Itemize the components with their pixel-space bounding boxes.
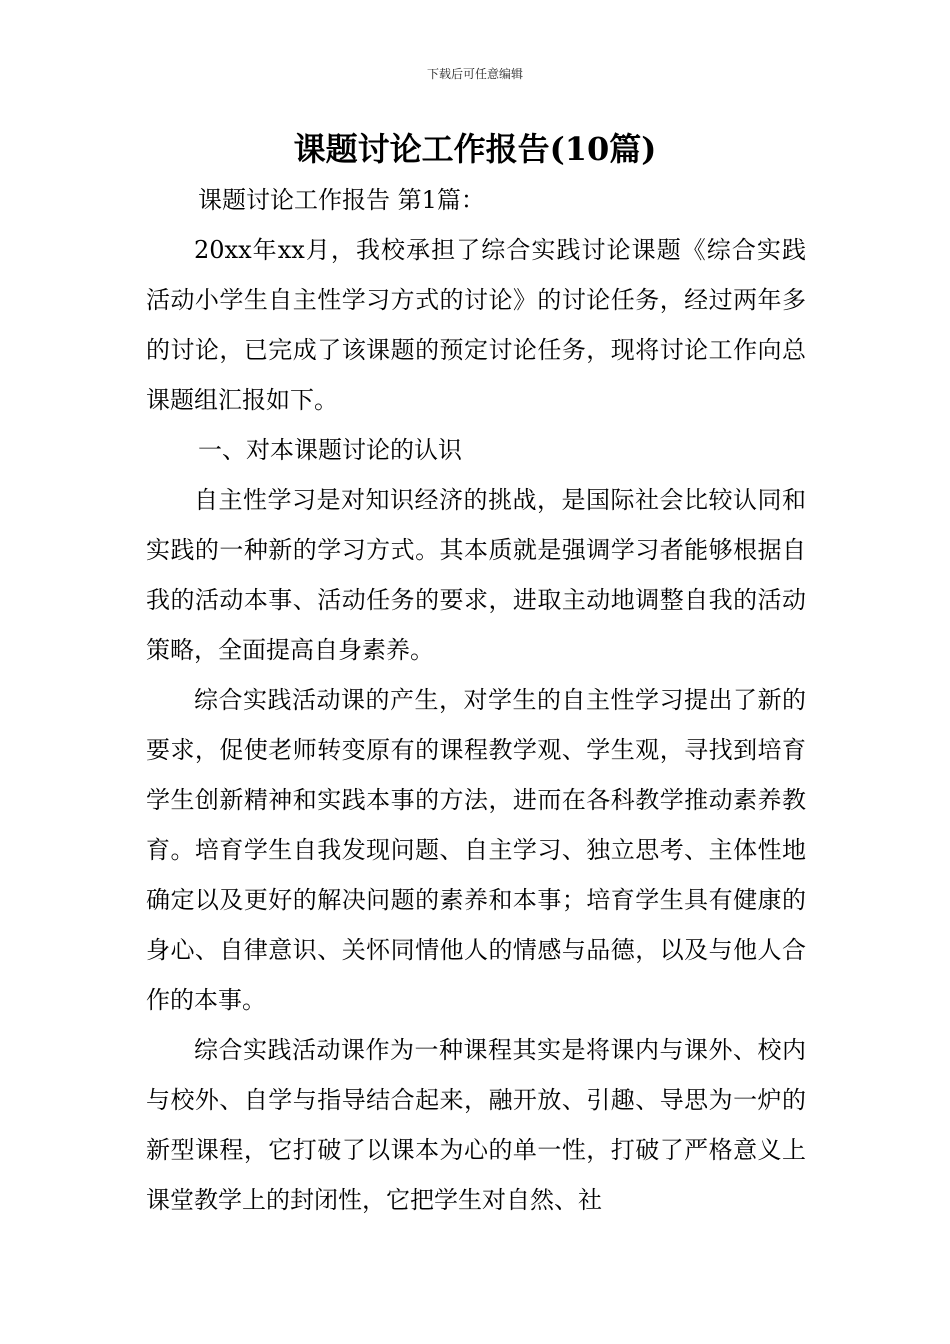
paragraph-course-integration: 综合实践活动课作为一种课程其实是将课内与课外、校内与校外、自学与指导结合起来，融开放、引趣、导思为一炉的新型课程，它打破了以课本为心的单一性，打破了严格意义上课堂教学上的封闭性，它把学生对自然、社	[146, 1036, 806, 1214]
paragraph-practice-course: 综合实践活动课的产生，对学生的自主性学习提出了新的要求，促使老师转变原有的课程教学观、学生观，寻找到培育学生创新精神和实践本事的方法，进而在各科教学推动素养教育。培育学生自我发现问题、自主学习、独立思考、主体性地确定以及更好的解决问题的素养和本事；培育学生具有健康的身心、自律意识、关怀同情他人的情感与品德，以及与他人合作的本事。	[146, 686, 806, 1014]
paragraph-autonomous-learning: 自主性学习是对知识经济的挑战，是国际社会比较认同和实践的一种新的学习方式。其本质就是强调学习者能够根据自我的活动本事、活动任务的要求，进取主动地调整自我的活动策略，全面提高自身素养。	[146, 486, 806, 664]
document-body	[146, 175, 806, 1225]
paragraph-intro: 20xx年xx月，我校承担了综合实践讨论课题《综合实践活动小学生自主性学习方式的讨论》的讨论任务，经过两年多的讨论，已完成了该课题的预定讨论任务，现将讨论工作向总课题组汇报如下。	[146, 236, 806, 414]
header-note: 下载后可任意编辑	[426, 67, 523, 81]
section-subtitle: 课题讨论工作报告 第1篇：	[198, 186, 485, 214]
section-heading: 一、对本课题讨论的认识	[198, 436, 462, 464]
document-title: 课题讨论工作报告(10篇)	[293, 130, 657, 168]
